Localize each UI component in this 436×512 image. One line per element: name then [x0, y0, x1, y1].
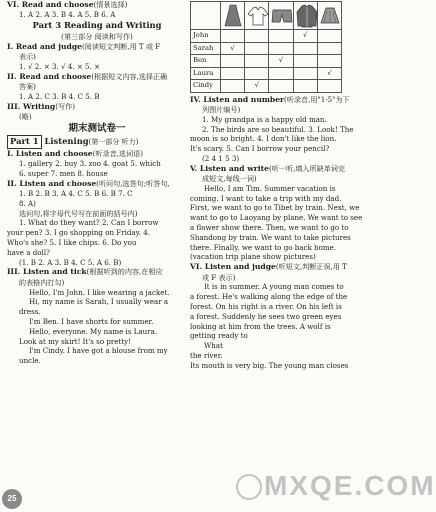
table-cell — [269, 67, 293, 80]
answers: 1. B 2. B 3. A 4. C 5. B 6. B 7. C — [19, 189, 133, 199]
watermark-logo-icon — [236, 474, 262, 500]
script-line: have a doll? — [7, 247, 50, 257]
passage-line: a forest. Suddenly he sees two green eyes — [190, 311, 342, 321]
table-cell: √ — [317, 67, 341, 80]
section-title: III. Writing — [7, 101, 56, 111]
script-line: your pen? 3. I go shopping on Friday. 4. — [7, 228, 150, 238]
section-title-cn: (听录音,选词语) — [92, 148, 143, 158]
script-line: uncle. — [19, 356, 41, 366]
table-cell — [245, 55, 269, 68]
passage-line: the river. — [190, 350, 223, 360]
right-column — [190, 0, 400, 370]
section-title-cn-cont: 选问句,将字母代号写在前面的括号内) — [19, 208, 138, 218]
table-cell — [293, 55, 317, 68]
table-cell — [293, 67, 317, 80]
section-title: II. Read and choose — [7, 71, 92, 81]
part1-label: Part 1 — [7, 135, 42, 149]
part1-heading — [7, 135, 187, 149]
script-line: It's scary. 5. Can I borrow your pencil? — [190, 144, 330, 154]
row-name: Cindy — [191, 80, 221, 93]
table-cell — [317, 55, 341, 68]
shorts-icon — [269, 2, 293, 30]
table-row — [191, 42, 342, 55]
table-header-row — [191, 2, 342, 30]
section-title-cn: (阅读短文判断,用 T 或 F — [81, 41, 161, 51]
section-title-cn-cont: 成短文,每线一词) — [202, 174, 257, 184]
table-cell — [221, 55, 245, 68]
section-title-cn-cont: 表示) — [19, 52, 36, 62]
passage-line: there. Finally, we want to go back home. — [190, 242, 337, 252]
answers: 6. super 7. men 8. house — [19, 168, 108, 178]
table-cell: √ — [269, 55, 293, 68]
section-title-cn: (根据短文内容,选择正确 — [91, 71, 168, 81]
tick-table — [190, 1, 400, 93]
section-title: VI. Read and choose — [7, 0, 94, 9]
script-line: Who's she? 5. I like chips. 6. Do you — [7, 238, 137, 248]
row-name: Ben — [191, 55, 221, 68]
passage-line: Hello, I am Tim. Summer vacation is — [204, 183, 336, 193]
blouse-icon — [245, 2, 269, 30]
answers: 8. A) — [19, 198, 36, 208]
passage-line: want to go to Laoyang by plane. We want to see — [190, 213, 363, 223]
script-line: I'm Cindy. I have got a blouse from my — [29, 346, 168, 356]
section-title-cn: (听短文,判断正误,用 T — [275, 262, 347, 272]
table-cell: √ — [293, 30, 317, 43]
row-name: John — [191, 30, 221, 43]
exam-title: 期末测试卷一 — [68, 122, 126, 134]
script-line: moon is so bright. 4. I don't like the lion. — [190, 134, 337, 144]
table-cell — [245, 67, 269, 80]
passage-line: a forest. He's walking along the edge of the — [190, 292, 348, 302]
answers: 1. √ 2. × 3. √ 4. × 5. × — [19, 61, 101, 71]
table-cell: √ — [245, 80, 269, 93]
dress-icon — [221, 2, 245, 30]
answers: (1. B 2. A 3. B 4. C 5. A 6. B) — [19, 257, 122, 267]
row-name: Sarah — [191, 42, 221, 55]
script-line: Hi, my name is Sarah, I usually wear a — [29, 297, 169, 307]
table-cell — [221, 67, 245, 80]
section-title: II. Listen and choose — [7, 178, 97, 188]
table-cell — [317, 30, 341, 43]
script-line: Hello, everyone. My name is Laura. — [29, 326, 158, 336]
table-row — [191, 67, 342, 80]
section-title: IV. Listen and number — [190, 94, 285, 104]
section-title-cn: (听问句,选答句;听答句, — [96, 178, 170, 188]
answers: (vacation trip plane show pictures) — [190, 252, 316, 262]
row-name: Laura — [191, 67, 221, 80]
script-line: dress. — [19, 307, 41, 317]
part-subtitle: (第三部分 阅读和写作) — [61, 31, 133, 41]
answers: 1. A 2. C 3. B 4. C 5. B — [19, 91, 100, 101]
section-title-cn-cont: 的表格内打勾) — [19, 277, 65, 287]
table-cell — [269, 30, 293, 43]
section-title-cn-cont: 列图片编号) — [202, 104, 241, 114]
answers: 1. A 2. A 3. B 4. A 5. B 6. A — [19, 10, 116, 20]
table-cell — [293, 80, 317, 93]
section-title: III. Listen and tick — [7, 267, 87, 277]
section-title-cn-cont: 答案) — [19, 82, 36, 92]
table-cell — [269, 42, 293, 55]
table-cell — [221, 30, 245, 43]
passage-line: Its mouth is very big. The young man closes — [190, 360, 349, 370]
passage-line: It is in summer. A young man comes to — [204, 282, 344, 292]
part1-sub: (第一部分 听力) — [88, 138, 139, 147]
section-title-cn: (情景选择) — [93, 0, 128, 9]
script-line: I'm Ben. I have shorts for summer. — [29, 316, 154, 326]
answers: (略) — [19, 112, 32, 122]
passage-line: First, we want to go to Tibet by train. Next, we — [190, 203, 360, 213]
table-row — [191, 80, 342, 93]
section-title-cn: (听一听,填入所缺单词完 — [269, 163, 345, 173]
table-row — [191, 30, 342, 43]
passage-line: looking at him from the trees. A wolf is — [190, 321, 331, 331]
answers: 1. gallery 2. buy 3. zoo 4. goat 5. which — [19, 159, 161, 169]
skirt-icon — [317, 2, 341, 30]
script-line: Look at my skirt! It's so pretty! — [19, 336, 132, 346]
passage-line: a flower show there. Then, we want to go to — [190, 223, 349, 233]
script-line: Hello, I'm John. I like wearing a jacket. — [29, 287, 170, 297]
table-cell: √ — [221, 42, 245, 55]
section-title: I. Read and judge — [7, 41, 82, 51]
part-title: Part 3 Reading and Writing — [32, 20, 162, 31]
passage-line: Shandong by train. We want to take pictures — [190, 232, 351, 242]
section-title: VI. Listen and judge — [190, 262, 276, 272]
script-line: 1. My grandpa is a happy old man. — [202, 114, 327, 124]
table-row — [191, 55, 342, 68]
script-line: 1. What do they want? 2. Can I borrow — [19, 218, 159, 228]
script-line: 2. The birds are so beautiful. 3. Look! The — [202, 124, 354, 134]
section-title-cn: (听录音,用"1-5"为下 — [284, 94, 350, 104]
jacket-icon — [293, 2, 317, 30]
passage-line: coming. I want to take a trip with my dad. — [190, 193, 342, 203]
table-cell — [317, 42, 341, 55]
table-cell — [245, 30, 269, 43]
section-title: I. Listen and choose — [7, 148, 93, 158]
table-cell — [245, 42, 269, 55]
page-number: 25 — [2, 489, 22, 509]
left-column — [7, 0, 187, 366]
section-title-cn: (写作) — [55, 101, 75, 111]
table-cell — [293, 42, 317, 55]
answers: (2 4 1 5 3) — [202, 153, 240, 163]
table-cell — [269, 80, 293, 93]
passage-line: What — [204, 341, 223, 351]
table-cell — [317, 80, 341, 93]
part1-name: Listening — [44, 136, 89, 147]
passage-line: getting ready to — [190, 331, 248, 341]
section-title: V. Listen and write — [190, 163, 270, 173]
watermark-text: MXQE.COM — [264, 470, 436, 501]
passage-line: forest. On his right is a river. On his left is — [190, 301, 342, 311]
section-title-cn: (根据听到的内容,在相应 — [86, 267, 163, 277]
table-cell — [221, 80, 245, 93]
section-title-cn-cont: 或 F 表示) — [202, 272, 236, 282]
watermark — [236, 468, 436, 510]
